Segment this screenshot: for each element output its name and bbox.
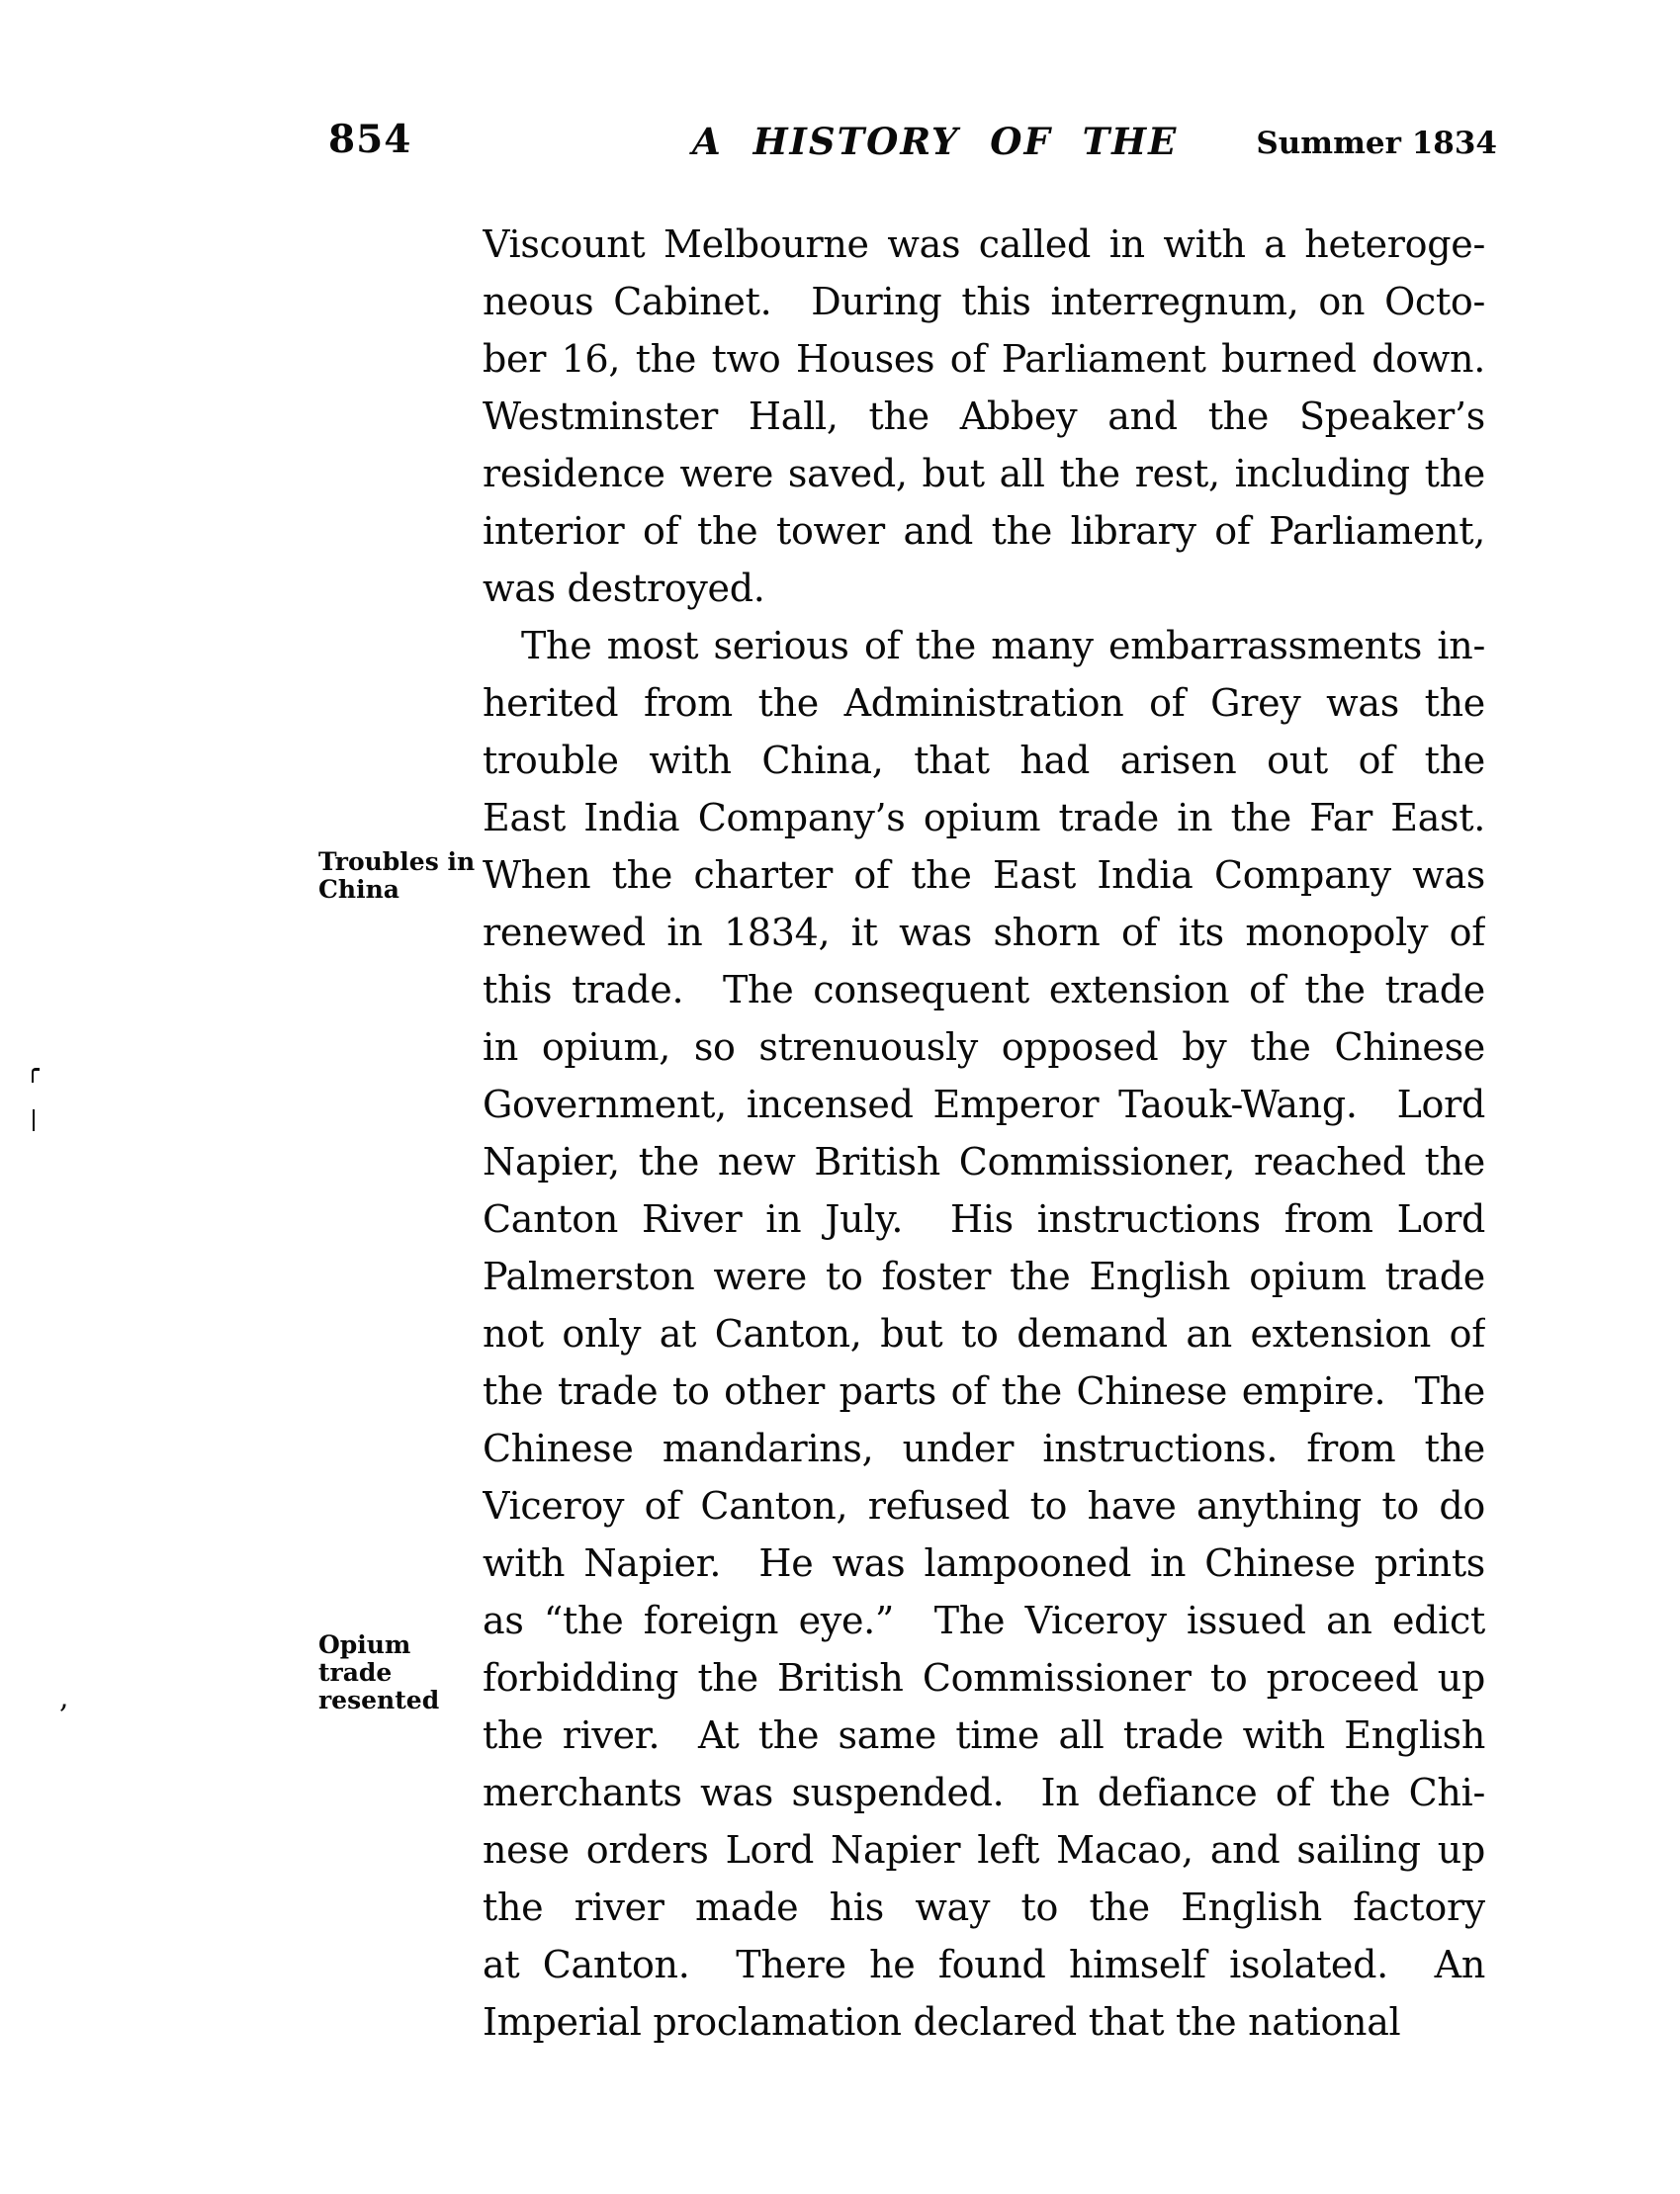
scan-artifact-comma: , <box>59 1681 69 1715</box>
text-line: merchants was suspended. In defiance of the Chi- <box>483 1771 1485 1814</box>
scan-artifact-bar <box>33 1109 35 1131</box>
text-line: forbidding the British Commissioner to proceed up <box>483 1656 1485 1700</box>
text-line: residence were saved, but all the rest, including the <box>483 452 1485 495</box>
margin-note-line: trade <box>318 1658 393 1687</box>
text-line: nese orders Lord Napier left Macao, and sailing up <box>483 1828 1485 1872</box>
running-title: A HISTORY OF THE <box>692 120 1179 163</box>
text-line: the river made his way to the English factory <box>483 1886 1485 1929</box>
text-line: at Canton. There he found himself isolated. An <box>483 1943 1485 1986</box>
text-line: not only at Canton, but to demand an extension of <box>483 1312 1485 1356</box>
issue-date: Summer 1834 <box>1256 126 1497 161</box>
text-line: renewed in 1834, it was shorn of its monopoly of <box>483 911 1485 954</box>
text-line: The most serious of the many embarrassments in- <box>521 624 1485 667</box>
text-line: in opium, so strenuously opposed by the Chinese <box>483 1025 1485 1069</box>
text-line: Palmerston were to foster the English opium trade <box>483 1255 1485 1298</box>
text-line: Government, incensed Emperor Taouk-Wang. Lord <box>483 1083 1485 1126</box>
text-line: was destroyed. <box>483 567 765 610</box>
text-line: with Napier. He was lampooned in Chinese prints <box>483 1541 1485 1585</box>
text-line: Westminster Hall, the Abbey and the Speaker’s <box>483 395 1485 438</box>
text-line: as “the foreign eye.” The Viceroy issued an edict <box>483 1599 1485 1642</box>
text-line: Canton River in July. His instructions from Lord <box>483 1197 1485 1241</box>
scan-artifact-tick <box>32 1068 40 1083</box>
text-line: East India Company’s opium trade in the Far East. <box>483 796 1485 839</box>
text-line: trouble with China, that had arisen out of the <box>483 739 1485 782</box>
margin-note-troubles-in-china <box>318 848 477 904</box>
text-line: the trade to other parts of the Chinese empire. The <box>483 1369 1485 1413</box>
text-line: When the charter of the East India Company was <box>483 853 1485 897</box>
text-line: neous Cabinet. During this interregnum, on Octo- <box>483 280 1485 323</box>
margin-note-line: resented <box>318 1686 440 1714</box>
text-line: the river. At the same time all trade with English <box>483 1713 1485 1757</box>
text-line: Viscount Melbourne was called in with a heteroge- <box>483 222 1485 266</box>
margin-note-line: China <box>318 875 399 904</box>
text-line: interior of the tower and the library of Parliament, <box>483 509 1485 553</box>
page-number: 854 <box>328 117 412 162</box>
text-line: Imperial proclamation declared that the national <box>483 2000 1401 2044</box>
margin-note-opium-trade-resented <box>318 1631 477 1714</box>
margin-note-line: Troubles in <box>318 847 476 876</box>
margin-note-line: Opium <box>318 1630 411 1659</box>
text-line: ber 16, the two Houses of Parliament burned down. <box>483 337 1485 381</box>
text-line: this trade. The consequent extension of the trade <box>483 968 1485 1011</box>
text-line: Chinese mandarins, under instructions. from the <box>483 1427 1485 1470</box>
text-line: Viceroy of Canton, refused to have anything to do <box>483 1484 1485 1528</box>
text-line: Napier, the new British Commissioner, reached the <box>483 1140 1485 1184</box>
text-line: herited from the Administration of Grey was the <box>483 681 1485 725</box>
body-text <box>483 216 1485 2051</box>
